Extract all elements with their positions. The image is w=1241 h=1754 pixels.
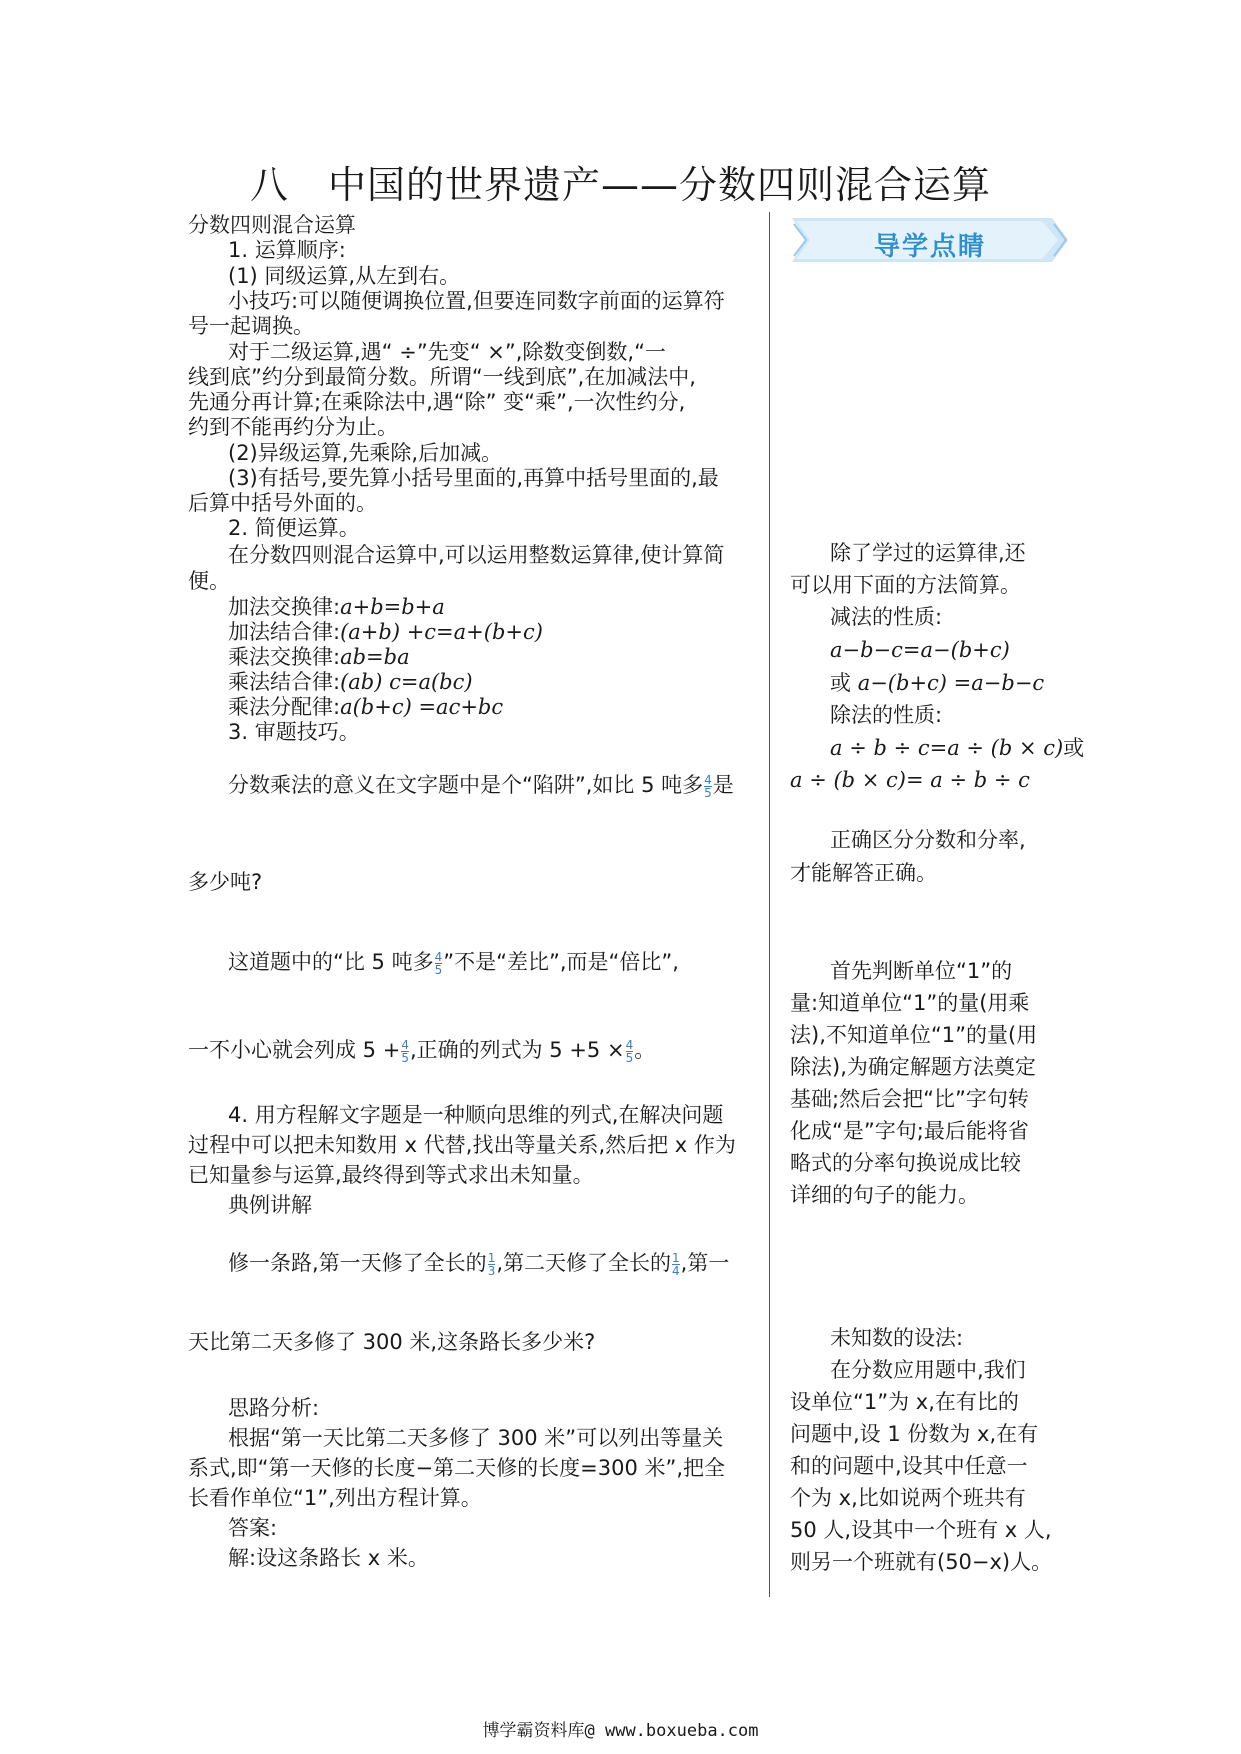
text-line: 修一条路,第一天修了全长的 $\frac{1}{3}$ ,第二天修了全长的 $\frac{1}{4}$ ,第一 [228,1250,730,1278]
side-text: 基础;然后会把“比”字句转 [790,1087,1029,1111]
law-commutative-mul: 乘法交换律:ab=ba [228,645,410,669]
law-commutative-add: 加法交换律:a+b=b+a [228,595,445,619]
text-line: 一不小心就会列成 5 + $\frac{4}{5}$ ,正确的列式为 5 +5 × $\frac{4}{5}$ 。 [188,1037,656,1065]
side-formula: a ÷ (b × c)= a ÷ b ÷ c [790,768,1030,792]
side-text: 和的问题中,设其中任意一 [790,1454,1028,1478]
text-line: 2. 简便运算。 [228,516,360,540]
banner-title: 导学点睛 [873,232,986,262]
text-line: 解:设这条路长 x 米。 [228,1546,429,1570]
law-associative-add: 加法结合律:(a+b) +c=a+(b+c) [228,620,543,644]
side-text: 正确区分分数和分率, [830,828,1026,852]
side-text: 减法的性质: [830,605,943,629]
side-text: 未知数的设法: [830,1326,964,1350]
text-line: 答案: [228,1516,278,1540]
law-associative-mul: 乘法结合律:(ab) c=a(bc) [228,670,473,694]
text-line: (2)异级运算,先乘除,后加减。 [228,441,503,465]
text-line: 多少吨? [188,870,263,894]
text-line: 天比第二天多修了 300 米,这条路长多少米? [188,1330,596,1354]
text-line: 1. 运算顺序: [228,238,346,262]
text-line: 典例讲解 [228,1193,312,1217]
side-text: 首先判断单位“1”的 [830,959,1013,983]
fraction-four-fifths: $\frac{4}{5}$ [401,1037,409,1065]
page-footer: 博学霸资料库@ www.boxueba.com [482,1721,759,1741]
text-line: 号一起调换。 [188,314,314,338]
text-line: 已知量参与运算,最终得到等式求出未知量。 [188,1163,594,1187]
text-line: 后算中括号外面的。 [188,491,377,515]
text-line: 对于二级运算,遇“ ÷”先变“ ×”,除数变倒数,“一 [228,340,666,364]
text-line: 根据“第一天比第二天多修了 300 米”可以列出等量关 [228,1426,724,1450]
law-distributive: 乘法分配律:a(b+c) =ac+bc [228,695,504,719]
text-line: 小技巧:可以随便调换位置,但要连同数字前面的运算符 [228,289,725,313]
fraction-four-fifths: $\frac{4}{5}$ [434,949,443,977]
side-text: 除了学过的运算律,还 [830,541,1026,565]
text-line: 先通分再计算;在乘除法中,遇“除” 变“乘”,一次性约分, [188,390,686,414]
side-text: 设单位“1”为 x,在有比的 [790,1390,1019,1414]
side-text: 可以用下面的方法简算。 [790,573,1021,597]
side-text: 则另一个班就有(50−x)人。 [790,1550,1053,1574]
side-text: 问题中,设 1 份数为 x,在有 [790,1422,1039,1446]
text-line: 系式,即“第一天修的长度−第二天修的长度=300 米”,把全 [188,1456,726,1480]
text-line: 思路分析: [228,1396,320,1420]
side-text: 个为 x,比如说两个班共有 [790,1486,1026,1510]
text-line: (3)有括号,要先算小括号里面的,再算中括号里面的,最 [228,466,719,490]
fraction-four-fifths: $\frac{4}{5}$ [704,772,712,800]
side-text: 详细的句子的能力。 [790,1183,979,1207]
side-formula: a ÷ b ÷ c=a ÷ (b × c)或 [830,736,1085,760]
text-line: 约到不能再约分为止。 [188,415,398,439]
text-line: 线到底”约分到最简分数。所谓“一线到底”,在加减法中, [188,365,696,389]
side-text: 50 人,设其中一个班有 x 人, [790,1518,1052,1542]
text-line: 在分数四则混合运算中,可以运用整数运算律,使计算简 [228,543,725,567]
side-text: 化成“是”字句;最后能将省 [790,1119,1029,1143]
side-text: 除法),为确定解题方法奠定 [790,1055,1036,1079]
text-line: 分数乘法的意义在文字题中是个“陷阱”,如比 5 吨多 $\frac{4}{5}$ 是 [228,772,734,800]
fraction-one-third: $\frac{1}{3}$ [487,1250,496,1278]
column-divider [769,212,770,1597]
side-text: 量:知道单位“1”的量(用乘 [790,991,1030,1015]
text-line: 过程中可以把未知数用 x 代替,找出等量关系,然后把 x 作为 [188,1133,736,1157]
section-heading: 分数四则混合运算 [188,213,356,237]
side-text: 才能解答正确。 [790,861,937,885]
text-line: 长看作单位“1”,列出方程计算。 [188,1486,482,1510]
side-text: 在分数应用题中,我们 [830,1358,1026,1382]
fraction-one-quarter: $\frac{1}{4}$ [672,1250,680,1278]
side-formula: a−b−c=a−(b+c) [830,638,1010,662]
side-formula: 或 a−(b+c) =a−b−c [830,671,1045,695]
page-title: 八 中国的世界遗产——分数四则混合运算 [249,163,991,207]
fraction-four-fifths: $\frac{4}{5}$ [625,1037,634,1065]
text-line: 3. 审题技巧。 [228,720,360,744]
text-line: 便。 [188,569,230,593]
side-text: 略式的分率句换说成比较 [790,1151,1021,1175]
guide-banner [792,218,1068,262]
text-line: 这道题中的“比 5 吨多 $\frac{4}{5}$ ”不是“差比”,而是“倍比”, [228,949,679,977]
text-line: (1) 同级运算,从左到右。 [228,264,461,288]
side-text: 除法的性质: [830,703,943,727]
text-line: 4. 用方程解文字题是一种顺向思维的列式,在解决问题 [228,1103,724,1127]
side-text: 法),不知道单位“1”的量(用 [790,1023,1038,1047]
